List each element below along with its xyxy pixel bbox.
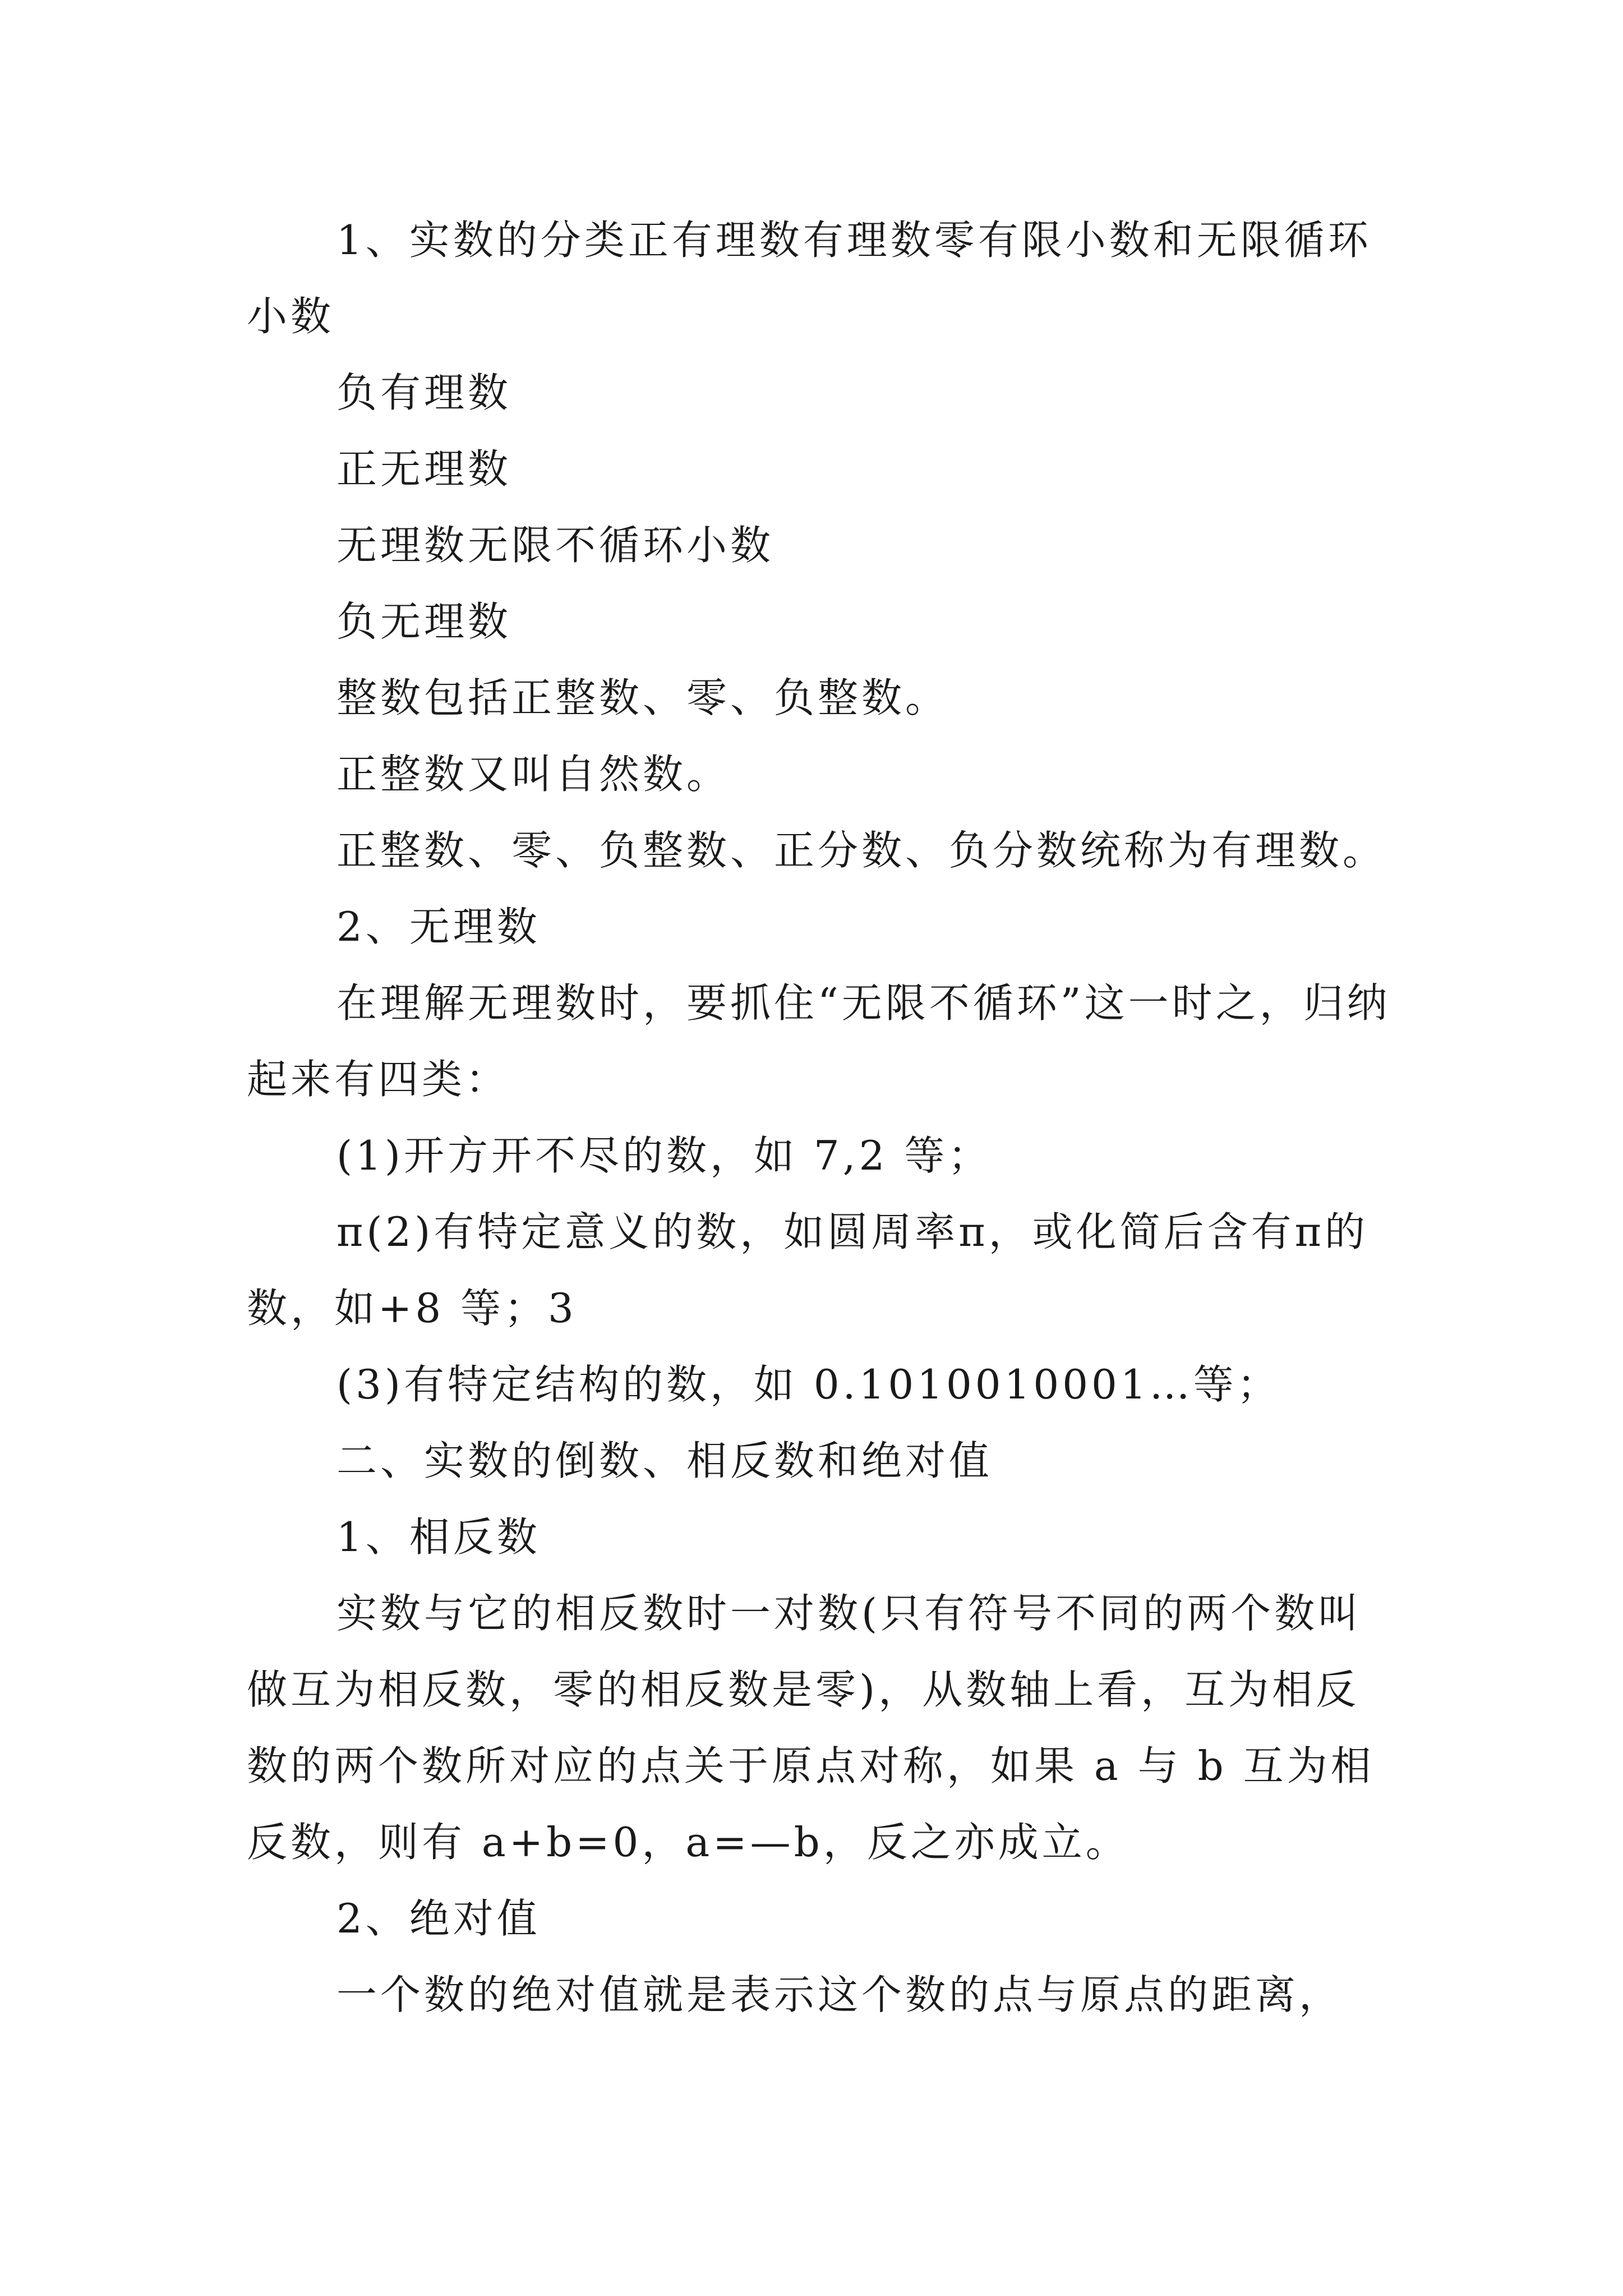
paragraph: 一个数的绝对值就是表示这个数的点与原点的距离， bbox=[336, 1971, 1343, 2018]
paragraph: 整数包括正整数、零、负整数。 bbox=[336, 674, 949, 721]
paragraph: 正无理数 bbox=[336, 445, 512, 493]
paragraph: 负有理数 bbox=[336, 369, 512, 416]
paragraph: 二、实数的倒数、相反数和绝对值 bbox=[336, 1437, 993, 1484]
document-body bbox=[247, 202, 1396, 2033]
paragraph: π(2)有特定意义的数，如圆周率π，或化简后含有π的数，如+8 等；3 bbox=[247, 1208, 1368, 1332]
paragraph: 1、相反数 bbox=[336, 1513, 541, 1561]
paragraph: 正整数、零、负整数、正分数、负分数统称为有理数。 bbox=[336, 827, 1387, 874]
paragraph: 负无理数 bbox=[336, 598, 512, 645]
paragraph: 1、实数的分类正有理数有理数零有限小数和无限循环小数 bbox=[247, 217, 1372, 340]
paragraph: (3)有特定结构的数，如 0.1010010001…等； bbox=[336, 1361, 1281, 1408]
paragraph: 在理解无理数时，要抓住“无限不循环”这一时之，归纳起来有四类： bbox=[247, 979, 1391, 1103]
paragraph: 实数与它的相反数时一对数(只有符号不同的两个数叫做互为相反数，零的相反数是零)，从数轴上看，互为相反数的两个数所对应的点关于原点对称，如果 a 与 b 互为相反数，则有 a+b=0，a=—b，反之亦成立。 bbox=[247, 1590, 1375, 1866]
paragraph: (1)开方开不尽的数，如 7,2 等； bbox=[336, 1132, 992, 1179]
paragraph: 无理数无限不循环小数 bbox=[336, 522, 774, 569]
paragraph: 2、绝对值 bbox=[336, 1895, 541, 1942]
paragraph: 正整数又叫自然数。 bbox=[336, 751, 731, 798]
paragraph: 2、无理数 bbox=[336, 903, 541, 950]
